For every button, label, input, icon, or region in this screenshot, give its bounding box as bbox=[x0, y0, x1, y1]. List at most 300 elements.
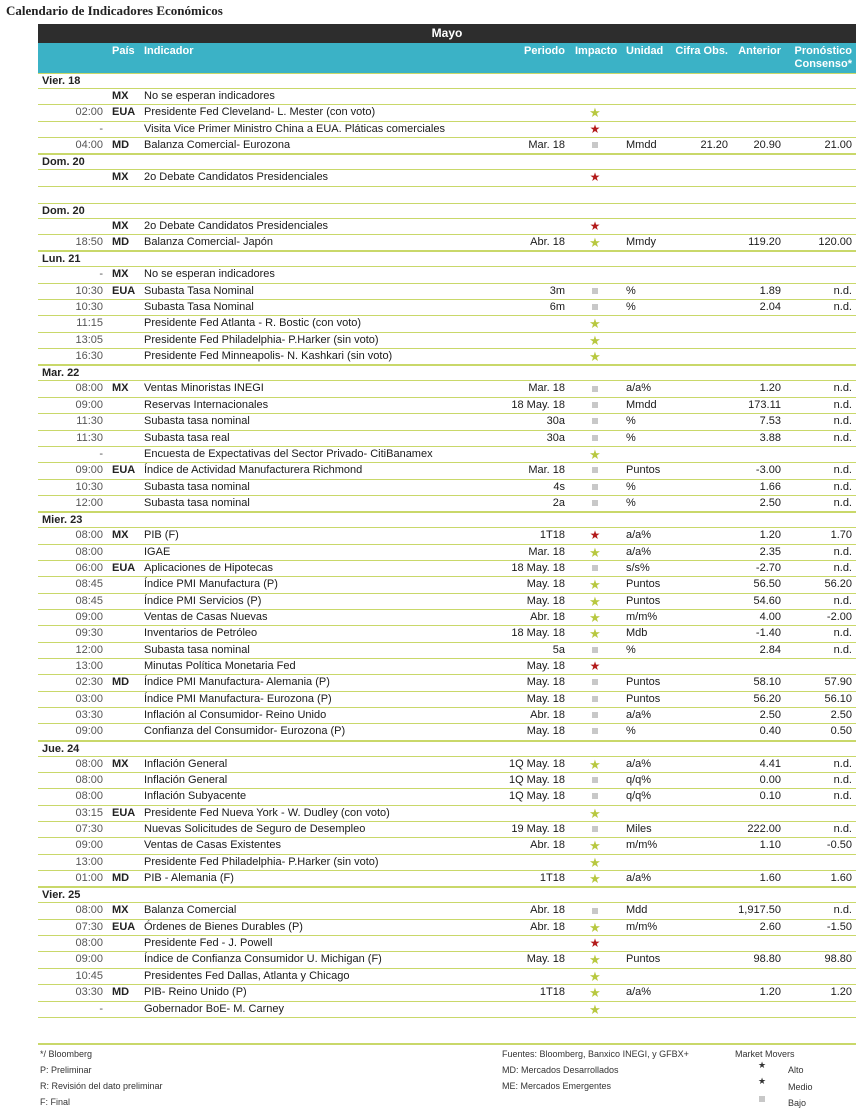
cell-country: MD bbox=[112, 236, 130, 249]
cell-time: 10:30 bbox=[75, 301, 103, 314]
cell-period: May. 18 bbox=[526, 953, 565, 966]
cell-indicator: Presidente Fed Nueva York - W. Dudley (con voto) bbox=[144, 806, 390, 819]
cell-forecast: n.d. bbox=[833, 301, 852, 314]
table-row bbox=[38, 952, 856, 968]
cell-indicator: Inventarios de Petróleo bbox=[144, 627, 258, 640]
table-row bbox=[38, 300, 856, 316]
section-date: Lun. 21 bbox=[38, 251, 856, 267]
cell-forecast: n.d. bbox=[833, 594, 852, 607]
cell-unit: Mmdd bbox=[626, 139, 657, 152]
cell-country: MD bbox=[112, 139, 130, 152]
star-green-icon: ★ bbox=[589, 952, 601, 968]
table-row bbox=[38, 806, 856, 822]
cell-unit: m/m% bbox=[626, 920, 658, 933]
section-date: Mar. 22 bbox=[38, 365, 856, 381]
cell-previous: 56.50 bbox=[753, 578, 781, 591]
table-row bbox=[38, 235, 856, 251]
cell-indicator: Subasta Tasa Nominal bbox=[144, 301, 254, 314]
cell-previous: 173.11 bbox=[748, 398, 781, 411]
square-gray-icon bbox=[588, 903, 602, 918]
star-red-icon: ★ bbox=[589, 170, 601, 185]
cell-previous: 0.00 bbox=[759, 774, 781, 787]
cell-unit: % bbox=[626, 415, 636, 428]
table-row bbox=[38, 545, 856, 561]
cell-previous: 4.41 bbox=[759, 757, 781, 770]
cell-forecast: 57.90 bbox=[824, 676, 852, 689]
cell-indicator: PIB (F) bbox=[144, 529, 179, 542]
cell-forecast: n.d. bbox=[833, 757, 852, 770]
star-green-icon: ★ bbox=[589, 919, 601, 935]
cell-time: 13:00 bbox=[75, 659, 103, 672]
cell-previous: 98.80 bbox=[753, 953, 781, 966]
cell-forecast: n.d. bbox=[833, 284, 852, 297]
cell-forecast: n.d. bbox=[833, 774, 852, 787]
cell-period: Mar. 18 bbox=[528, 139, 565, 152]
star-red-icon: ★ bbox=[589, 528, 601, 543]
table-row bbox=[38, 594, 856, 610]
section-date: Dom. 20 bbox=[38, 154, 856, 170]
cell-forecast: 2.50 bbox=[830, 709, 852, 721]
cell-unit: Puntos bbox=[626, 953, 661, 966]
cell-period: 1T18 bbox=[539, 529, 565, 542]
cell-indicator: Subasta tasa nominal bbox=[144, 643, 250, 656]
table-row bbox=[38, 757, 856, 773]
cell-time: 10:30 bbox=[75, 480, 103, 493]
table-row bbox=[38, 122, 856, 138]
square-gray-icon bbox=[755, 1090, 769, 1106]
star-green-icon: ★ bbox=[589, 756, 601, 772]
table-row bbox=[38, 496, 856, 512]
cell-forecast: n.d. bbox=[833, 431, 852, 444]
cell-forecast: -2.00 bbox=[826, 610, 852, 623]
square-gray-icon bbox=[588, 463, 602, 478]
cell-previous: 1.20 bbox=[759, 529, 781, 542]
cell-time: 08:45 bbox=[75, 594, 103, 607]
cell-unit: Puntos bbox=[626, 692, 661, 705]
cell-indicator: Reservas Internacionales bbox=[144, 398, 269, 411]
square-gray-icon bbox=[588, 822, 602, 837]
star-green-icon: ★ bbox=[757, 1076, 767, 1086]
table-row bbox=[38, 692, 856, 708]
table-row bbox=[38, 333, 856, 349]
cell-time: 13:05 bbox=[75, 333, 103, 346]
star-red-icon: ★ bbox=[757, 1060, 767, 1070]
cell-indicator: Inflación General bbox=[144, 774, 228, 787]
footer-note: */ Bloomberg bbox=[40, 1049, 93, 1059]
cell-previous: 119.20 bbox=[748, 236, 781, 249]
cell-indicator: Índice PMI Manufactura- Alemania (P) bbox=[144, 676, 330, 689]
cell-unit: q/q% bbox=[626, 774, 652, 787]
cell-period: 30a bbox=[546, 415, 565, 428]
square-gray-icon bbox=[588, 643, 602, 658]
cell-previous: 56.20 bbox=[753, 692, 781, 705]
cell-previous: 3.88 bbox=[759, 431, 781, 444]
cell-observed: 21.20 bbox=[700, 139, 728, 152]
cell-period: May. 18 bbox=[526, 725, 565, 738]
legend-title: Market Movers bbox=[735, 1049, 795, 1059]
cell-previous: 0.10 bbox=[759, 790, 781, 803]
table-row bbox=[38, 773, 856, 789]
cell-time: 08:00 bbox=[75, 904, 103, 917]
cell-forecast: n.d. bbox=[833, 790, 852, 803]
cell-period: Abr. 18 bbox=[530, 904, 565, 917]
cell-time: 03:15 bbox=[75, 806, 103, 819]
cell-time: 08:00 bbox=[75, 790, 103, 803]
cell-period: 18 May. 18 bbox=[511, 398, 565, 411]
square-gray-icon bbox=[588, 138, 602, 153]
cell-previous: 1.89 bbox=[759, 284, 781, 297]
cell-indicator: Índice PMI Manufactura (P) bbox=[144, 578, 278, 591]
cell-time: 03:00 bbox=[75, 692, 103, 705]
cell-period: 3m bbox=[549, 284, 565, 297]
table-row bbox=[38, 789, 856, 805]
cell-previous: 2.60 bbox=[759, 920, 781, 933]
square-gray-icon bbox=[588, 431, 602, 446]
cell-forecast: n.d. bbox=[833, 904, 852, 917]
cell-time: 09:00 bbox=[75, 610, 103, 623]
legend-medio-label: Medio bbox=[788, 1082, 813, 1092]
cell-time: 10:30 bbox=[75, 284, 103, 297]
cell-time: 18:50 bbox=[75, 236, 103, 249]
cell-indicator: Índice PMI Manufactura- Eurozona (P) bbox=[144, 692, 332, 705]
cell-unit: Mmdy bbox=[626, 236, 656, 249]
star-green-icon: ★ bbox=[589, 805, 601, 821]
cell-period: Abr. 18 bbox=[530, 610, 565, 623]
cell-forecast: 1.60 bbox=[830, 872, 852, 885]
table-row bbox=[38, 969, 856, 985]
cell-forecast: 56.10 bbox=[824, 692, 852, 705]
cell-forecast: n.d. bbox=[833, 643, 852, 656]
table-row bbox=[38, 610, 856, 626]
cell-unit: a/a% bbox=[626, 545, 652, 558]
cell-previous: 7.53 bbox=[759, 415, 781, 428]
cell-forecast: n.d. bbox=[833, 561, 852, 574]
cell-time: 09:30 bbox=[75, 627, 103, 640]
cell-unit: Puntos bbox=[626, 676, 661, 689]
cell-previous: 1.66 bbox=[759, 480, 781, 493]
star-green-icon: ★ bbox=[589, 544, 601, 560]
cell-time: 11:30 bbox=[76, 431, 103, 444]
table-row bbox=[38, 284, 856, 300]
star-red-icon: ★ bbox=[589, 658, 601, 673]
cell-unit: % bbox=[626, 284, 636, 297]
cell-unit: Mdd bbox=[626, 904, 648, 917]
cell-country: EUA bbox=[112, 284, 136, 297]
table-row bbox=[38, 138, 856, 154]
cell-period: Mar. 18 bbox=[528, 382, 565, 395]
table-row bbox=[38, 724, 856, 740]
cell-time: - bbox=[99, 268, 103, 281]
cell-forecast: 0.50 bbox=[830, 725, 852, 738]
star-green-icon: ★ bbox=[589, 871, 601, 887]
star-green-icon: ★ bbox=[589, 577, 601, 593]
table-row bbox=[38, 659, 856, 675]
cell-unit: m/m% bbox=[626, 839, 658, 852]
cell-indicator: Subasta tasa nominal bbox=[144, 415, 250, 428]
cell-previous: 1.60 bbox=[759, 872, 781, 885]
cell-period: 30a bbox=[546, 431, 565, 444]
cell-period: May. 18 bbox=[526, 659, 565, 672]
cell-time: 09:00 bbox=[75, 839, 103, 852]
table-row bbox=[38, 528, 856, 544]
cell-previous: 1,917.50 bbox=[738, 904, 781, 917]
cell-period: Mar. 18 bbox=[528, 464, 565, 477]
star-green-icon: ★ bbox=[589, 593, 601, 609]
cell-country: EUA bbox=[112, 464, 136, 477]
cell-unit: Puntos bbox=[626, 464, 661, 477]
header-indicador: Indicador bbox=[144, 45, 194, 57]
cell-forecast: 1.70 bbox=[830, 529, 852, 542]
cell-period: 19 May. 18 bbox=[511, 823, 565, 836]
star-green-icon: ★ bbox=[589, 838, 601, 854]
cell-indicator: Presidentes Fed Dallas, Atlanta y Chicago bbox=[144, 969, 350, 982]
table-row bbox=[38, 903, 856, 919]
star-red-icon: ★ bbox=[589, 218, 601, 233]
cell-unit: a/a% bbox=[626, 382, 652, 395]
cell-time: 16:30 bbox=[75, 350, 103, 363]
cell-country: EUA bbox=[112, 806, 136, 819]
cell-indicator: Inflación General bbox=[144, 757, 228, 770]
table-row bbox=[38, 1002, 856, 1018]
cell-indicator: Órdenes de Bienes Durables (P) bbox=[144, 920, 303, 933]
cell-unit: % bbox=[626, 431, 636, 444]
cell-indicator: Balanza Comercial- Japón bbox=[144, 236, 274, 249]
star-red-icon: ★ bbox=[589, 121, 601, 136]
cell-country: MD bbox=[112, 986, 130, 999]
cell-indicator: Visita Vice Primer Ministro China a EUA. Pláticas comerciales bbox=[144, 122, 445, 135]
cell-forecast: 1.20 bbox=[830, 986, 852, 999]
cell-indicator: Aplicaciones de Hipotecas bbox=[144, 561, 274, 574]
cell-indicator: Gobernador BoE- M. Carney bbox=[144, 1002, 285, 1015]
cell-forecast: 98.80 bbox=[824, 953, 852, 966]
cell-country: MX bbox=[112, 171, 129, 184]
table-row bbox=[38, 463, 856, 479]
table-row bbox=[38, 822, 856, 838]
square-gray-icon bbox=[588, 398, 602, 413]
cell-time: 07:30 bbox=[75, 920, 103, 933]
cell-country: MX bbox=[112, 904, 129, 917]
star-green-icon: ★ bbox=[589, 985, 601, 1001]
cell-unit: Mdb bbox=[626, 627, 648, 640]
cell-forecast: 56.20 bbox=[824, 578, 852, 591]
cell-period: 6m bbox=[549, 301, 565, 314]
cell-forecast: -1.50 bbox=[826, 920, 852, 933]
cell-time: 06:00 bbox=[75, 561, 103, 574]
cell-country: MD bbox=[112, 872, 130, 885]
header-pronostico-line1: Pronóstico bbox=[794, 45, 852, 57]
cell-previous: 0.40 bbox=[759, 725, 781, 738]
header-anterior: Anterior bbox=[738, 45, 781, 57]
cell-forecast: n.d. bbox=[833, 464, 852, 477]
cell-unit: s/s% bbox=[626, 561, 650, 574]
cell-time: 12:00 bbox=[75, 496, 103, 509]
table-row bbox=[38, 349, 856, 365]
cell-previous: 1.10 bbox=[759, 839, 781, 852]
section-date: Mier. 23 bbox=[38, 512, 856, 528]
cell-indicator: Presidente Fed Philadelphia- P.Harker (sin voto) bbox=[144, 855, 379, 868]
square-gray-icon bbox=[588, 284, 602, 299]
cell-country: MX bbox=[112, 757, 129, 770]
cell-country: MX bbox=[112, 529, 129, 542]
cell-previous: 2.04 bbox=[759, 301, 781, 314]
section-date: Jue. 24 bbox=[38, 741, 856, 757]
cell-time: - bbox=[99, 447, 103, 460]
cell-forecast: n.d. bbox=[833, 496, 852, 509]
footer-md: MD: Mercados Desarrollados bbox=[502, 1065, 619, 1075]
square-gray-icon bbox=[588, 773, 602, 788]
cell-previous: 2.84 bbox=[759, 643, 781, 656]
star-green-icon: ★ bbox=[589, 1001, 601, 1017]
cell-period: Abr. 18 bbox=[530, 709, 565, 721]
cell-period: 2a bbox=[552, 496, 565, 509]
table-row bbox=[38, 561, 856, 577]
cell-time: 09:00 bbox=[75, 464, 103, 477]
table-row bbox=[38, 89, 856, 105]
cell-unit: % bbox=[626, 496, 636, 509]
cell-period: 18 May. 18 bbox=[511, 627, 565, 640]
star-green-icon: ★ bbox=[589, 446, 601, 462]
table-row bbox=[38, 577, 856, 593]
page-title: Calendario de Indicadores Económicos bbox=[6, 3, 223, 18]
footer-note: P: Preliminar bbox=[40, 1065, 92, 1075]
cell-previous: 2.50 bbox=[759, 496, 781, 509]
cell-period: 5a bbox=[552, 643, 565, 656]
cell-time: - bbox=[99, 1002, 103, 1015]
cell-unit: % bbox=[626, 643, 636, 656]
cell-time: 08:00 bbox=[75, 529, 103, 542]
square-gray-icon bbox=[588, 480, 602, 495]
square-gray-icon bbox=[588, 708, 602, 723]
cell-previous: 4.00 bbox=[759, 610, 781, 623]
cell-unit: a/a% bbox=[626, 709, 652, 721]
cell-time: 08:00 bbox=[75, 774, 103, 787]
table-header bbox=[38, 43, 856, 73]
table-row bbox=[38, 219, 856, 235]
cell-indicator: Índice de Confianza Consumidor U. Michigan (F) bbox=[144, 953, 382, 966]
cell-previous: 2.50 bbox=[759, 709, 781, 721]
cell-indicator: Índice PMI Servicios (P) bbox=[144, 594, 262, 607]
cell-time: - bbox=[99, 122, 103, 135]
cell-period: Abr. 18 bbox=[530, 839, 565, 852]
section-date: Dom. 20 bbox=[38, 203, 856, 219]
cell-period: May. 18 bbox=[526, 578, 565, 591]
footer-sources: Fuentes: Bloomberg, Banxico INEGI, y GFBX+ bbox=[502, 1049, 689, 1059]
cell-previous: 1.20 bbox=[759, 382, 781, 395]
cell-period: Mar. 18 bbox=[528, 545, 565, 558]
star-green-icon: ★ bbox=[589, 235, 601, 251]
cell-unit: Mmdd bbox=[626, 398, 657, 411]
cell-indicator: Balanza Comercial bbox=[144, 904, 237, 917]
cell-country: MD bbox=[112, 676, 130, 689]
cell-unit: Puntos bbox=[626, 594, 661, 607]
table-row bbox=[38, 431, 856, 447]
cell-unit: % bbox=[626, 725, 636, 738]
square-gray-icon bbox=[588, 724, 602, 739]
square-gray-icon bbox=[588, 381, 602, 396]
cell-previous: 20.90 bbox=[753, 139, 781, 152]
cell-country: EUA bbox=[112, 106, 136, 119]
cell-forecast: 120.00 bbox=[818, 236, 852, 249]
header-periodo: Periodo bbox=[524, 45, 565, 57]
month-bar: Mayo bbox=[38, 24, 856, 43]
cell-forecast: n.d. bbox=[833, 415, 852, 428]
cell-unit: a/a% bbox=[626, 757, 652, 770]
cell-time: 09:00 bbox=[75, 953, 103, 966]
cell-unit: q/q% bbox=[626, 790, 652, 803]
cell-country: MX bbox=[112, 90, 129, 102]
cell-country: EUA bbox=[112, 561, 136, 574]
star-green-icon: ★ bbox=[589, 316, 601, 332]
star-red-icon: ★ bbox=[589, 936, 601, 951]
cell-period: 1T18 bbox=[539, 872, 565, 885]
cell-indicator: PIB- Reino Unido (P) bbox=[144, 986, 247, 999]
cell-indicator: Ventas de Casas Nuevas bbox=[144, 610, 268, 623]
cell-time: 08:00 bbox=[75, 545, 103, 558]
cell-forecast: 21.00 bbox=[824, 139, 852, 152]
star-green-icon: ★ bbox=[589, 854, 601, 870]
cell-unit: a/a% bbox=[626, 529, 652, 542]
cell-time: 09:00 bbox=[75, 398, 103, 411]
table-row bbox=[38, 105, 856, 121]
cell-period: May. 18 bbox=[526, 676, 565, 689]
square-gray-icon bbox=[588, 300, 602, 315]
table-row bbox=[38, 414, 856, 430]
cell-period: 1Q May. 18 bbox=[508, 774, 565, 787]
cell-period: 1T18 bbox=[539, 986, 565, 999]
table-row bbox=[38, 708, 856, 724]
table-row bbox=[38, 398, 856, 414]
cell-period: May. 18 bbox=[526, 594, 565, 607]
cell-period: 1Q May. 18 bbox=[508, 757, 565, 770]
cell-indicator: Ventas Minoristas INEGI bbox=[144, 382, 264, 395]
cell-previous: 58.10 bbox=[753, 676, 781, 689]
star-green-icon: ★ bbox=[589, 349, 601, 365]
indicators-table bbox=[38, 24, 856, 1018]
cell-country: MX bbox=[112, 382, 129, 395]
legend-alto-label: Alto bbox=[788, 1065, 804, 1075]
cell-indicator: Inflación al Consumidor- Reino Unido bbox=[144, 709, 327, 721]
cell-forecast: n.d. bbox=[833, 382, 852, 395]
table-row bbox=[38, 985, 856, 1001]
cell-time: 03:30 bbox=[75, 709, 103, 721]
cell-indicator: Presidente Fed Atlanta - R. Bostic (con voto) bbox=[144, 317, 362, 330]
footer-me: ME: Mercados Emergentes bbox=[502, 1081, 612, 1091]
header-cifra-obs: Cifra Obs. bbox=[675, 45, 728, 57]
cell-previous: 1.20 bbox=[759, 986, 781, 999]
cell-time: 04:00 bbox=[75, 139, 103, 152]
header-pronostico bbox=[795, 45, 852, 71]
cell-indicator: IGAE bbox=[144, 545, 171, 558]
cell-time: 13:00 bbox=[75, 855, 103, 868]
section-date: Vier. 18 bbox=[38, 73, 856, 89]
cell-country: MX bbox=[112, 219, 129, 232]
cell-forecast: n.d. bbox=[833, 545, 852, 558]
cell-forecast: n.d. bbox=[833, 480, 852, 493]
cell-unit: Miles bbox=[626, 823, 652, 836]
cell-indicator: Presidente Fed Cleveland- L. Mester (con voto) bbox=[144, 106, 376, 119]
cell-indicator: Encuesta de Expectativas del Sector Privado- CitiBanamex bbox=[144, 447, 433, 460]
cell-indicator: Nuevas Solicitudes de Seguro de Desempleo bbox=[144, 823, 366, 836]
cell-indicator: Ventas de Casas Existentes bbox=[144, 839, 281, 852]
cell-time: 09:00 bbox=[75, 725, 103, 738]
cell-unit: % bbox=[626, 480, 636, 493]
table-row bbox=[38, 381, 856, 397]
cell-unit: a/a% bbox=[626, 872, 652, 885]
cell-indicator: Inflación Subyacente bbox=[144, 790, 247, 803]
table-row bbox=[38, 675, 856, 691]
cell-time: 08:00 bbox=[75, 757, 103, 770]
cell-previous: 222.00 bbox=[747, 823, 781, 836]
